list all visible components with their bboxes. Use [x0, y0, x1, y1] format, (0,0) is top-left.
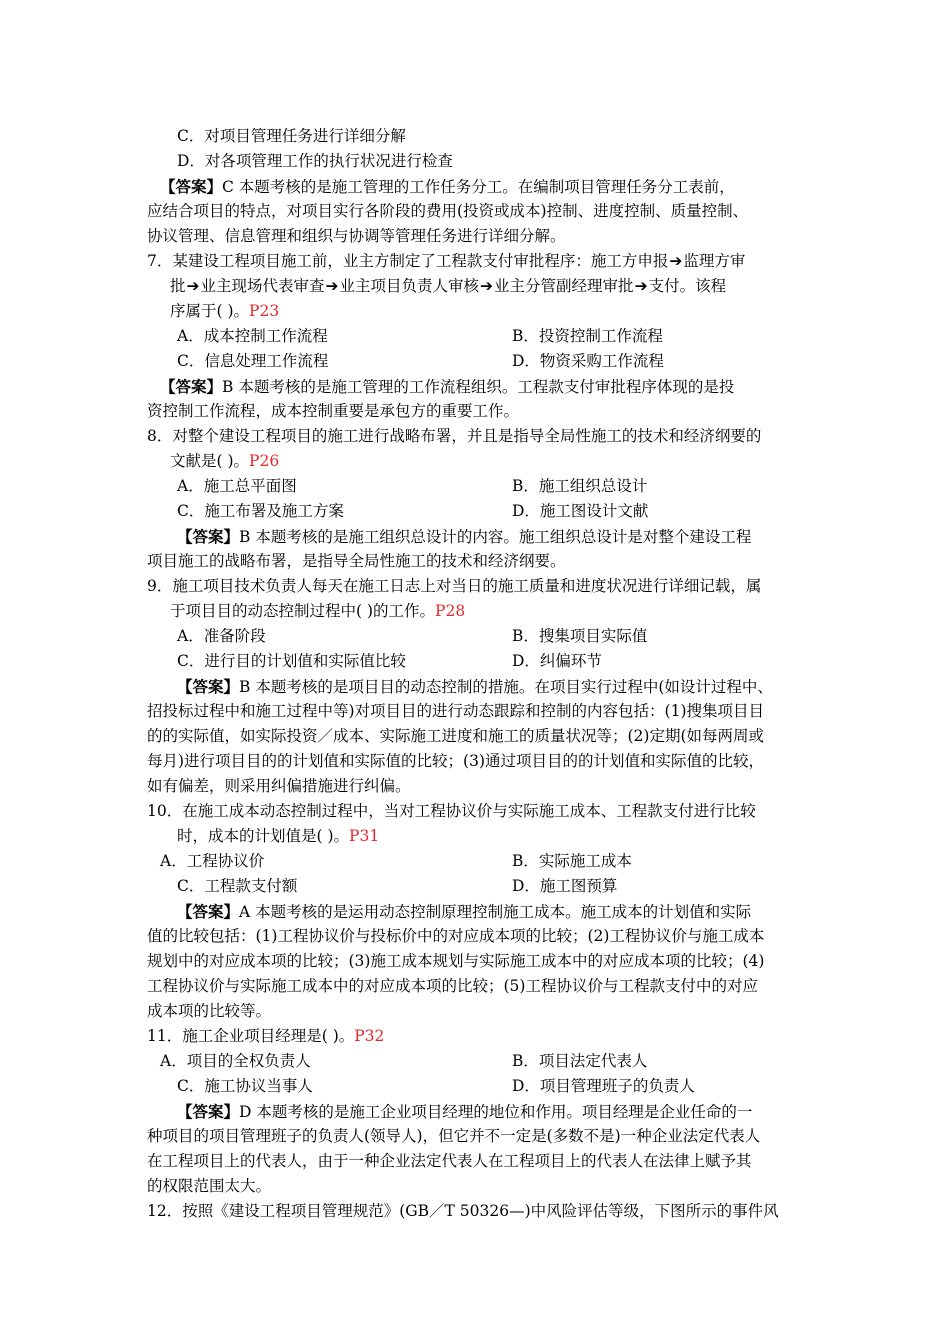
q9-answer-line-5: 如有偏差，则采用纠偏措施进行纠偏。 — [147, 777, 411, 795]
q8-option-b: B．施工组织总设计 — [512, 477, 648, 495]
q7-answer-line-2: 资控制工作流程，成本控制重要是承包方的重要工作。 — [147, 402, 520, 420]
q8-stem-line-1: 8．对整个建设工程项目的施工进行战略布署，并且是指导全局性施工的技术和经济纲要的 — [147, 427, 762, 445]
q10-answer-line-1: 【答案】A 本题考核的是运用动态控制原理控制施工成本。施工成本的计划值和实际 — [177, 902, 752, 921]
q10-option-d: D．施工图预算 — [512, 877, 618, 895]
q8-option-d: D．施工图设计文献 — [512, 502, 649, 520]
q11-option-b: B．项目法定代表人 — [512, 1052, 648, 1070]
q8-answer-line-2: 项目施工的战略布署，是指导全局性施工的技术和经济纲要。 — [147, 552, 566, 570]
arrow-right-icon: ➔ — [186, 277, 200, 295]
q6-answer-line-3: 协议管理、信息管理和组织与协调等管理任务进行详细分解。 — [147, 227, 566, 245]
q9-option-a: A．准备阶段 — [177, 627, 266, 645]
q6-option-d: D．对各项管理工作的执行状况进行检查 — [177, 152, 453, 170]
q8-option-c: C．施工布署及施工方案 — [177, 502, 344, 520]
q11-option-d: D．项目管理班子的负责人 — [512, 1077, 695, 1095]
page-reference: P28 — [435, 602, 466, 620]
q9-stem-line-1: 9．施工项目技术负责人每天在施工日志上对当日的施工质量和进度状况进行详细记载，属 — [147, 577, 762, 595]
answer-label: 【答案】 — [177, 527, 240, 546]
answer-label: 【答案】 — [160, 177, 223, 196]
q9-answer-line-1: 【答案】B 本题考核的是项目目的动态控制的措施。在项目实行过程中(如设计过程中、 — [177, 677, 773, 696]
arrow-right-icon: ➔ — [325, 277, 339, 295]
q11-answer-line-3: 在工程项目上的代表人，由于一种企业法定代表人在工程项目上的代表人在法律上赋予其 — [147, 1152, 752, 1170]
page-reference: P26 — [249, 452, 280, 470]
q7-option-d: D．物资采购工作流程 — [512, 352, 664, 370]
q10-answer-line-3: 规划中的对应成本项的比较；(3)施工成本规划与实际施工成本中的对应成本项的比较；(4) — [147, 952, 765, 970]
q7-stem-line-1: 7．某建设工程项目施工前，业主方制定了工程款支付审批程序：施工方申报➔监理方审 — [147, 249, 745, 274]
q7-option-c: C．信息处理工作流程 — [177, 352, 329, 370]
arrow-right-icon: ➔ — [669, 252, 683, 270]
answer-label: 【答案】 — [177, 677, 240, 696]
q9-option-b: B．搜集项目实际值 — [512, 627, 648, 645]
q9-stem-line-2: 于项目目的动态控制过程中( )的工作。P28 — [170, 602, 466, 620]
page-reference: P31 — [349, 827, 380, 845]
q11-answer-line-2: 种项目的项目管理班子的负责人(领导人)，但它并不一定是(多数不是)一种企业法定代表人 — [147, 1127, 761, 1145]
q10-stem-line-1: 10．在施工成本动态控制过程中，当对工程协议价与实际施工成本、工程款支付进行比较 — [147, 802, 756, 820]
answer-label: 【答案】 — [160, 377, 223, 396]
q11-stem-line-1: 11．施工企业项目经理是( )。P32 — [147, 1027, 385, 1045]
arrow-right-icon: ➔ — [480, 277, 494, 295]
q9-answer-line-2: 招投标过程中和施工过程中等)对项目目的进行动态跟踪和控制的内容包括：(1)搜集项目目 — [147, 702, 765, 720]
q10-option-b: B．实际施工成本 — [512, 852, 632, 870]
q11-option-a: A．项目的全权负责人 — [160, 1052, 311, 1070]
q10-answer-line-4: 工程协议价与实际施工成本中的对应成本项的比较；(5)工程协议价与工程款支付中的对应 — [147, 977, 758, 995]
answer-label: 【答案】 — [177, 902, 240, 921]
q8-option-a: A．施工总平面图 — [177, 477, 297, 495]
q7-answer-line-1: 【答案】B 本题考核的是施工管理的工作流程组织。工程款支付审批程序体现的是投 — [160, 377, 735, 396]
answer-label: 【答案】 — [177, 1102, 240, 1121]
page-reference: P32 — [354, 1027, 385, 1045]
q6-answer-line-1: 【答案】C 本题考核的是施工管理的工作任务分工。在编制项目管理任务分工表前， — [160, 177, 735, 196]
q12-stem-line-1: 12．按照《建设工程项目管理规范》(GB／T 50326—)中风险评估等级，下图所示的事件风 — [147, 1202, 779, 1220]
arrow-right-icon: ➔ — [634, 277, 648, 295]
q9-option-c: C．进行目的计划值和实际值比较 — [177, 652, 406, 670]
q7-option-b: B．投资控制工作流程 — [512, 327, 663, 345]
q11-answer-line-4: 的权限范围太大。 — [147, 1177, 272, 1195]
q9-answer-line-4: 每月)进行项目目的的计划值和实际值的比较；(3)通过项目目的的计划值和实际值的比较， — [147, 752, 765, 770]
q10-option-a: A．工程协议价 — [160, 852, 265, 870]
q7-stem-line-2: 批➔业主现场代表审查➔业主项目负责人审核➔业主分管副经理审批➔支付。该程 — [170, 274, 726, 299]
q7-option-a: A．成本控制工作流程 — [177, 327, 328, 345]
q8-stem-line-2: 文献是( )。P26 — [170, 452, 280, 470]
q6-option-c: C．对项目管理任务进行详细分解 — [177, 127, 406, 145]
q10-option-c: C．工程款支付额 — [177, 877, 298, 895]
q9-answer-line-3: 的的实际值，如实际投资／成本、实际施工进度和施工的质量状况等；(2)定期(如每两周或 — [147, 727, 765, 745]
q10-answer-line-5: 成本项的比较等。 — [147, 1002, 272, 1020]
q10-answer-line-2: 值的比较包括：(1)工程协议价与投标价中的对应成本项的比较；(2)工程协议价与施工成本 — [147, 927, 765, 945]
q11-answer-line-1: 【答案】D 本题考核的是施工企业项目经理的地位和作用。项目经理是企业任命的一 — [177, 1102, 753, 1121]
page-reference: P23 — [249, 302, 280, 320]
q7-stem-line-3: 序属于( )。P23 — [170, 302, 280, 320]
q10-stem-line-2: 时，成本的计划值是( )。P31 — [177, 827, 380, 845]
q6-answer-line-2: 应结合项目的特点，对项目实行各阶段的费用(投资或成本)控制、进度控制、质量控制、 — [147, 202, 749, 220]
q8-answer-line-1: 【答案】B 本题考核的是施工组织总设计的内容。施工组织总设计是对整个建设工程 — [177, 527, 752, 546]
q11-option-c: C．施工协议当事人 — [177, 1077, 313, 1095]
q9-option-d: D．纠偏环节 — [512, 652, 602, 670]
